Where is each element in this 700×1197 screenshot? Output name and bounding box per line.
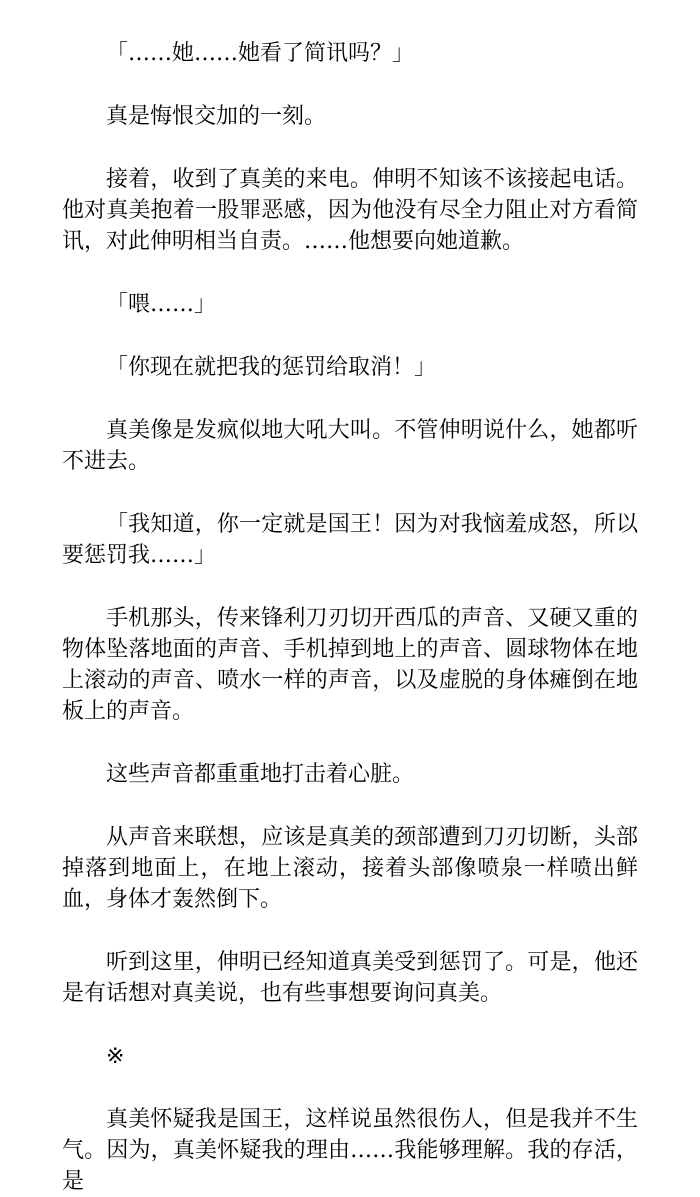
paragraph-not-angry: 真美怀疑我是国王，这样说虽然很伤人，但是我并不生气。因为，真美怀疑我的理由……我能够理解。我的存活，是 — [62, 1107, 638, 1194]
paragraph-sounds: 手机那头，传来锋利刀刃切开西瓜的声音、又硬又重的物体坠落地面的声音、手机掉到地上的声音、圆球物体在地上滚动的声音、喷水一样的声音，以及虚脱的身体瘫倒在地板上的声音。 — [62, 606, 638, 724]
paragraph-punished: 听到这里，伸明已经知道真美受到惩罚了。可是，他还是有话想对真美说，也有些事想要询问真美。 — [62, 950, 638, 1006]
paragraph-screaming: 真美像是发疯似地大吼大叫。不管伸明说什么，她都听不进去。 — [62, 418, 638, 474]
paragraph-imagining: 从声音来联想，应该是真美的颈部遭到刀刃切断，头部掉落到地面上，在地上滚动，接着头部像喷泉一样喷出鲜血，身体才轰然倒下。 — [62, 825, 638, 912]
paragraph-regret: 真是悔恨交加的一刻。 — [106, 104, 327, 129]
paragraph-dialogue-you-are-king: 「我知道，你一定就是国王！因为对我恼羞成怒，所以要惩罚我……」 — [62, 512, 638, 568]
paragraph-heart-struck: 这些声音都重重地打击着心脏。 — [106, 762, 415, 787]
paragraph-dialogue-did-she-read: 「……她……她看了简讯吗？」 — [106, 41, 415, 66]
paragraph-dialogue-cancel-punishment: 「你现在就把我的惩罚给取消！」 — [106, 355, 437, 380]
section-break-mark: ※ — [106, 1044, 125, 1069]
paragraph-incoming-call: 接着，收到了真美的来电。伸明不知该不该接起电话。他对真美抱着一股罪恶感，因为他没有尽全力阻止对方看简讯，对此伸明相当自责。……他想要向她道歉。 — [62, 167, 638, 254]
paragraph-dialogue-hello: 「喂……」 — [106, 292, 217, 317]
